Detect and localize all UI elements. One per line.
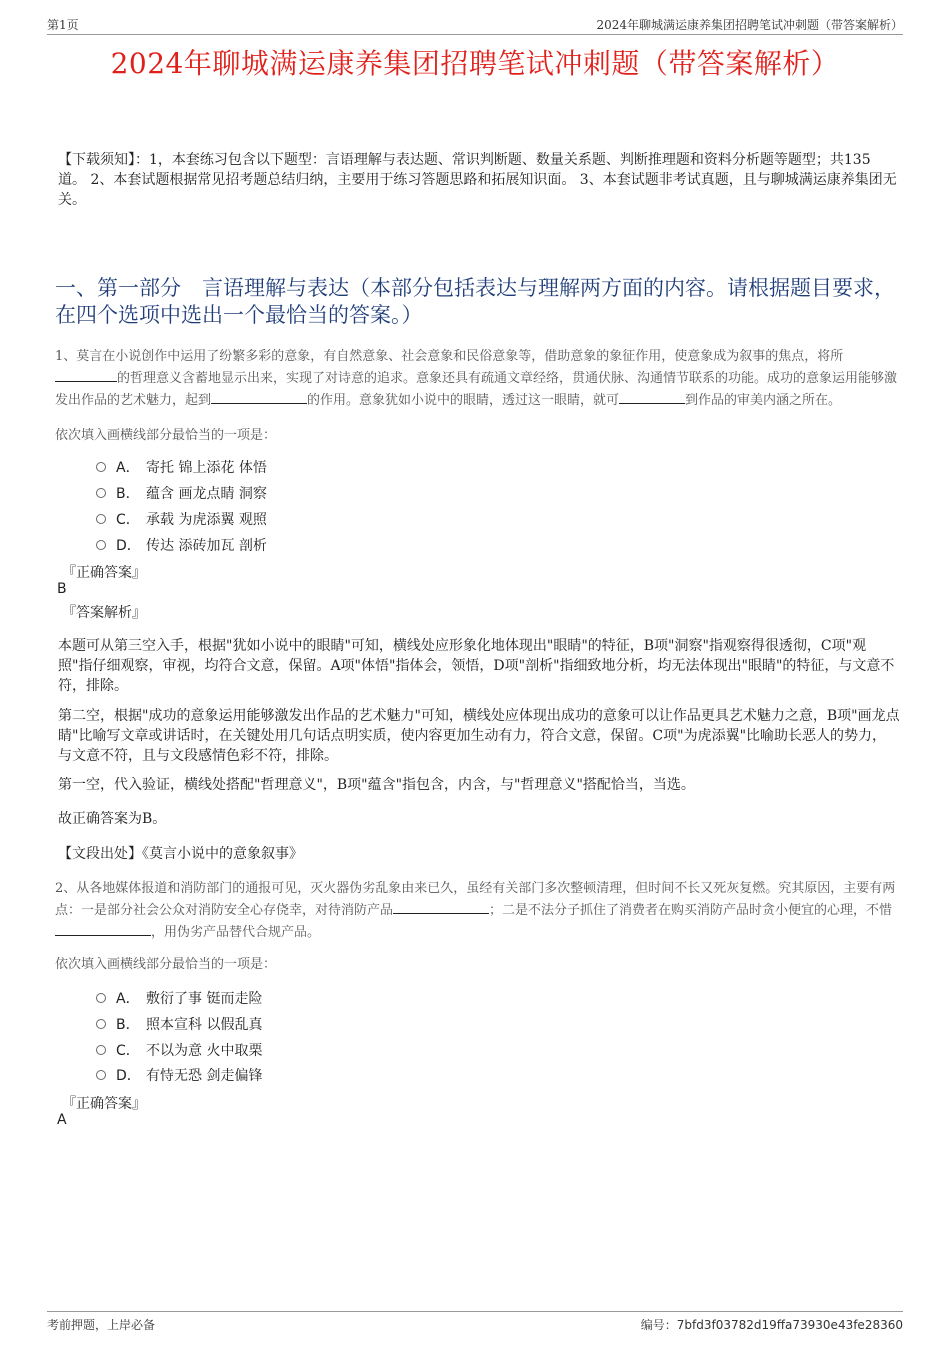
correct-answer-label: 『正确答案』 — [62, 1096, 146, 1112]
correct-answer-value: A — [57, 1112, 67, 1128]
question-2-prompt: 依次填入画横线部分最恰当的一项是： — [55, 957, 277, 972]
radio-icon[interactable] — [96, 514, 106, 524]
analysis-paragraph: 本题可从第三空入手，根据"犹如小说中的眼睛"可知，横线处应形象化地体现出"眼睛"的特征，B项"洞察"指观察得很透彻，C项"观照"指仔细观察，审视，均符合文意，保留。A项"体悟"指体会，领悟，D项"剖析"指细致地分析，均无法体现出"眼睛"的特征，与文意不符，排除。 — [58, 638, 895, 694]
question-2-option-d[interactable]: D． 有恃无恐 剑走偏锋 — [96, 1065, 262, 1085]
blank-line — [393, 899, 489, 914]
correct-answer-label: 『正确答案』 — [62, 565, 146, 581]
question-1-option-a[interactable]: A． 寄托 锦上添花 体悟 — [96, 457, 267, 477]
download-notice: 【下载须知】：1，本套练习包含以下题型：言语理解与表达题、常识判断题、数量关系题、判断推理题和资料分析题等题型；共135道。 2、本套试题根据常见招考题总结归纳，主要用于练习答题思路和拓展知识面。 3、本套试题非考试真题，且与聊城满运康养集团无关。 — [58, 152, 897, 208]
radio-icon[interactable] — [96, 1045, 106, 1055]
passage-source: 【文段出处】《莫言小说中的意象叙事》 — [58, 846, 303, 862]
analysis-label: 『答案解析』 — [62, 605, 146, 621]
footer-slogan: 考前押题，上岸必备 — [47, 1318, 156, 1332]
question-2-option-b[interactable]: B． 照本宣科 以假乱真 — [96, 1014, 262, 1034]
question-2-option-a[interactable]: A． 敷衍了事 铤而走险 — [96, 988, 262, 1008]
correct-answer-value: B — [57, 581, 67, 597]
radio-icon[interactable] — [96, 1019, 106, 1029]
blank-line — [619, 389, 685, 404]
question-1-prompt: 依次填入画横线部分最恰当的一项是： — [55, 428, 277, 443]
question-1-option-d[interactable]: D． 传达 添砖加瓦 剖析 — [96, 535, 267, 555]
analysis-paragraph: 第一空，代入验证，横线处搭配"哲理意义"，B项"蕴含"指包含，内含，与"哲理意义"搭配恰当，当选。 — [58, 777, 695, 793]
blank-line — [211, 389, 307, 404]
question-2-option-c[interactable]: C． 不以为意 火中取栗 — [96, 1040, 262, 1060]
question-1-text: 1、莫言在小说创作中运用了纷繁多彩的意象，有自然意象、社会意象和民俗意象等，借助意象的象征作用，使意象成为叙事的焦点，将所的哲理意义含蓄地显示出来，实现了对诗意的追求。意象还具有疏通文章经络，贯通伏脉、沟通情节联系的功能。成功的意象运用能够激发出作品的艺术魅力，起到 的作用。意象犹如小说中的眼睛，透过这一眼睛，就可 到作品的审美内涵之所在。 — [55, 349, 898, 408]
document-title: 2024年聊城满运康养集团招聘笔试冲刺题（带答案解析） — [110, 47, 840, 80]
page-header — [47, 12, 903, 35]
blank-line — [55, 921, 151, 936]
page-number: 第1页 — [47, 18, 79, 32]
question-1-option-c[interactable]: C． 承载 为虎添翼 观照 — [96, 509, 267, 529]
question-1-option-b[interactable]: B． 蕴含 画龙点睛 洞察 — [96, 483, 267, 503]
radio-icon[interactable] — [96, 488, 106, 498]
page-footer — [47, 1311, 903, 1336]
section-title: 一、第一部分 言语理解与表达（本部分包括表达与理解两方面的内容。请根据题目要求，在四个选项中选出一个最恰当的答案。） — [55, 276, 895, 327]
blank-line — [55, 367, 117, 382]
header-doc-title: 2024年聊城满运康养集团招聘笔试冲刺题（带答案解析） — [596, 18, 903, 32]
analysis-conclusion: 故正确答案为B。 — [58, 811, 167, 827]
radio-icon[interactable] — [96, 1070, 106, 1080]
radio-icon[interactable] — [96, 540, 106, 550]
analysis-paragraph: 第二空，根据"成功的意象运用能够激发出作品的艺术魅力"可知，横线处应体现出成功的意象可以让作品更具艺术魅力之意，B项"画龙点睛"比喻写文章或讲话时，在关键处用几句话点明实质，使内容更加生动有力，符合文意，保留。C项"为虎添翼"比喻助长恶人的势力，与文意不符，且与文段感情色彩不符，排除。 — [58, 708, 900, 764]
footer-doc-id: 编号：7bfd3f03782d19ffa73930e43fe28360 — [640, 1318, 903, 1332]
radio-icon[interactable] — [96, 993, 106, 1003]
question-2-text: 2、从各地媒体报道和消防部门的通报可见，灭火器伪劣乱象由来已久，虽经有关部门多次整顿清理，但时间不长又死灰复燃。究其原因，主要有两点：一是部分社会公众对消防安全心存侥幸，对待消防产品 ；二是不法分子抓住了消费者在购买消防产品时贪小便宜的心理，不惜，用伪劣产品替代合规产品。 — [55, 881, 896, 940]
radio-icon[interactable] — [96, 462, 106, 472]
